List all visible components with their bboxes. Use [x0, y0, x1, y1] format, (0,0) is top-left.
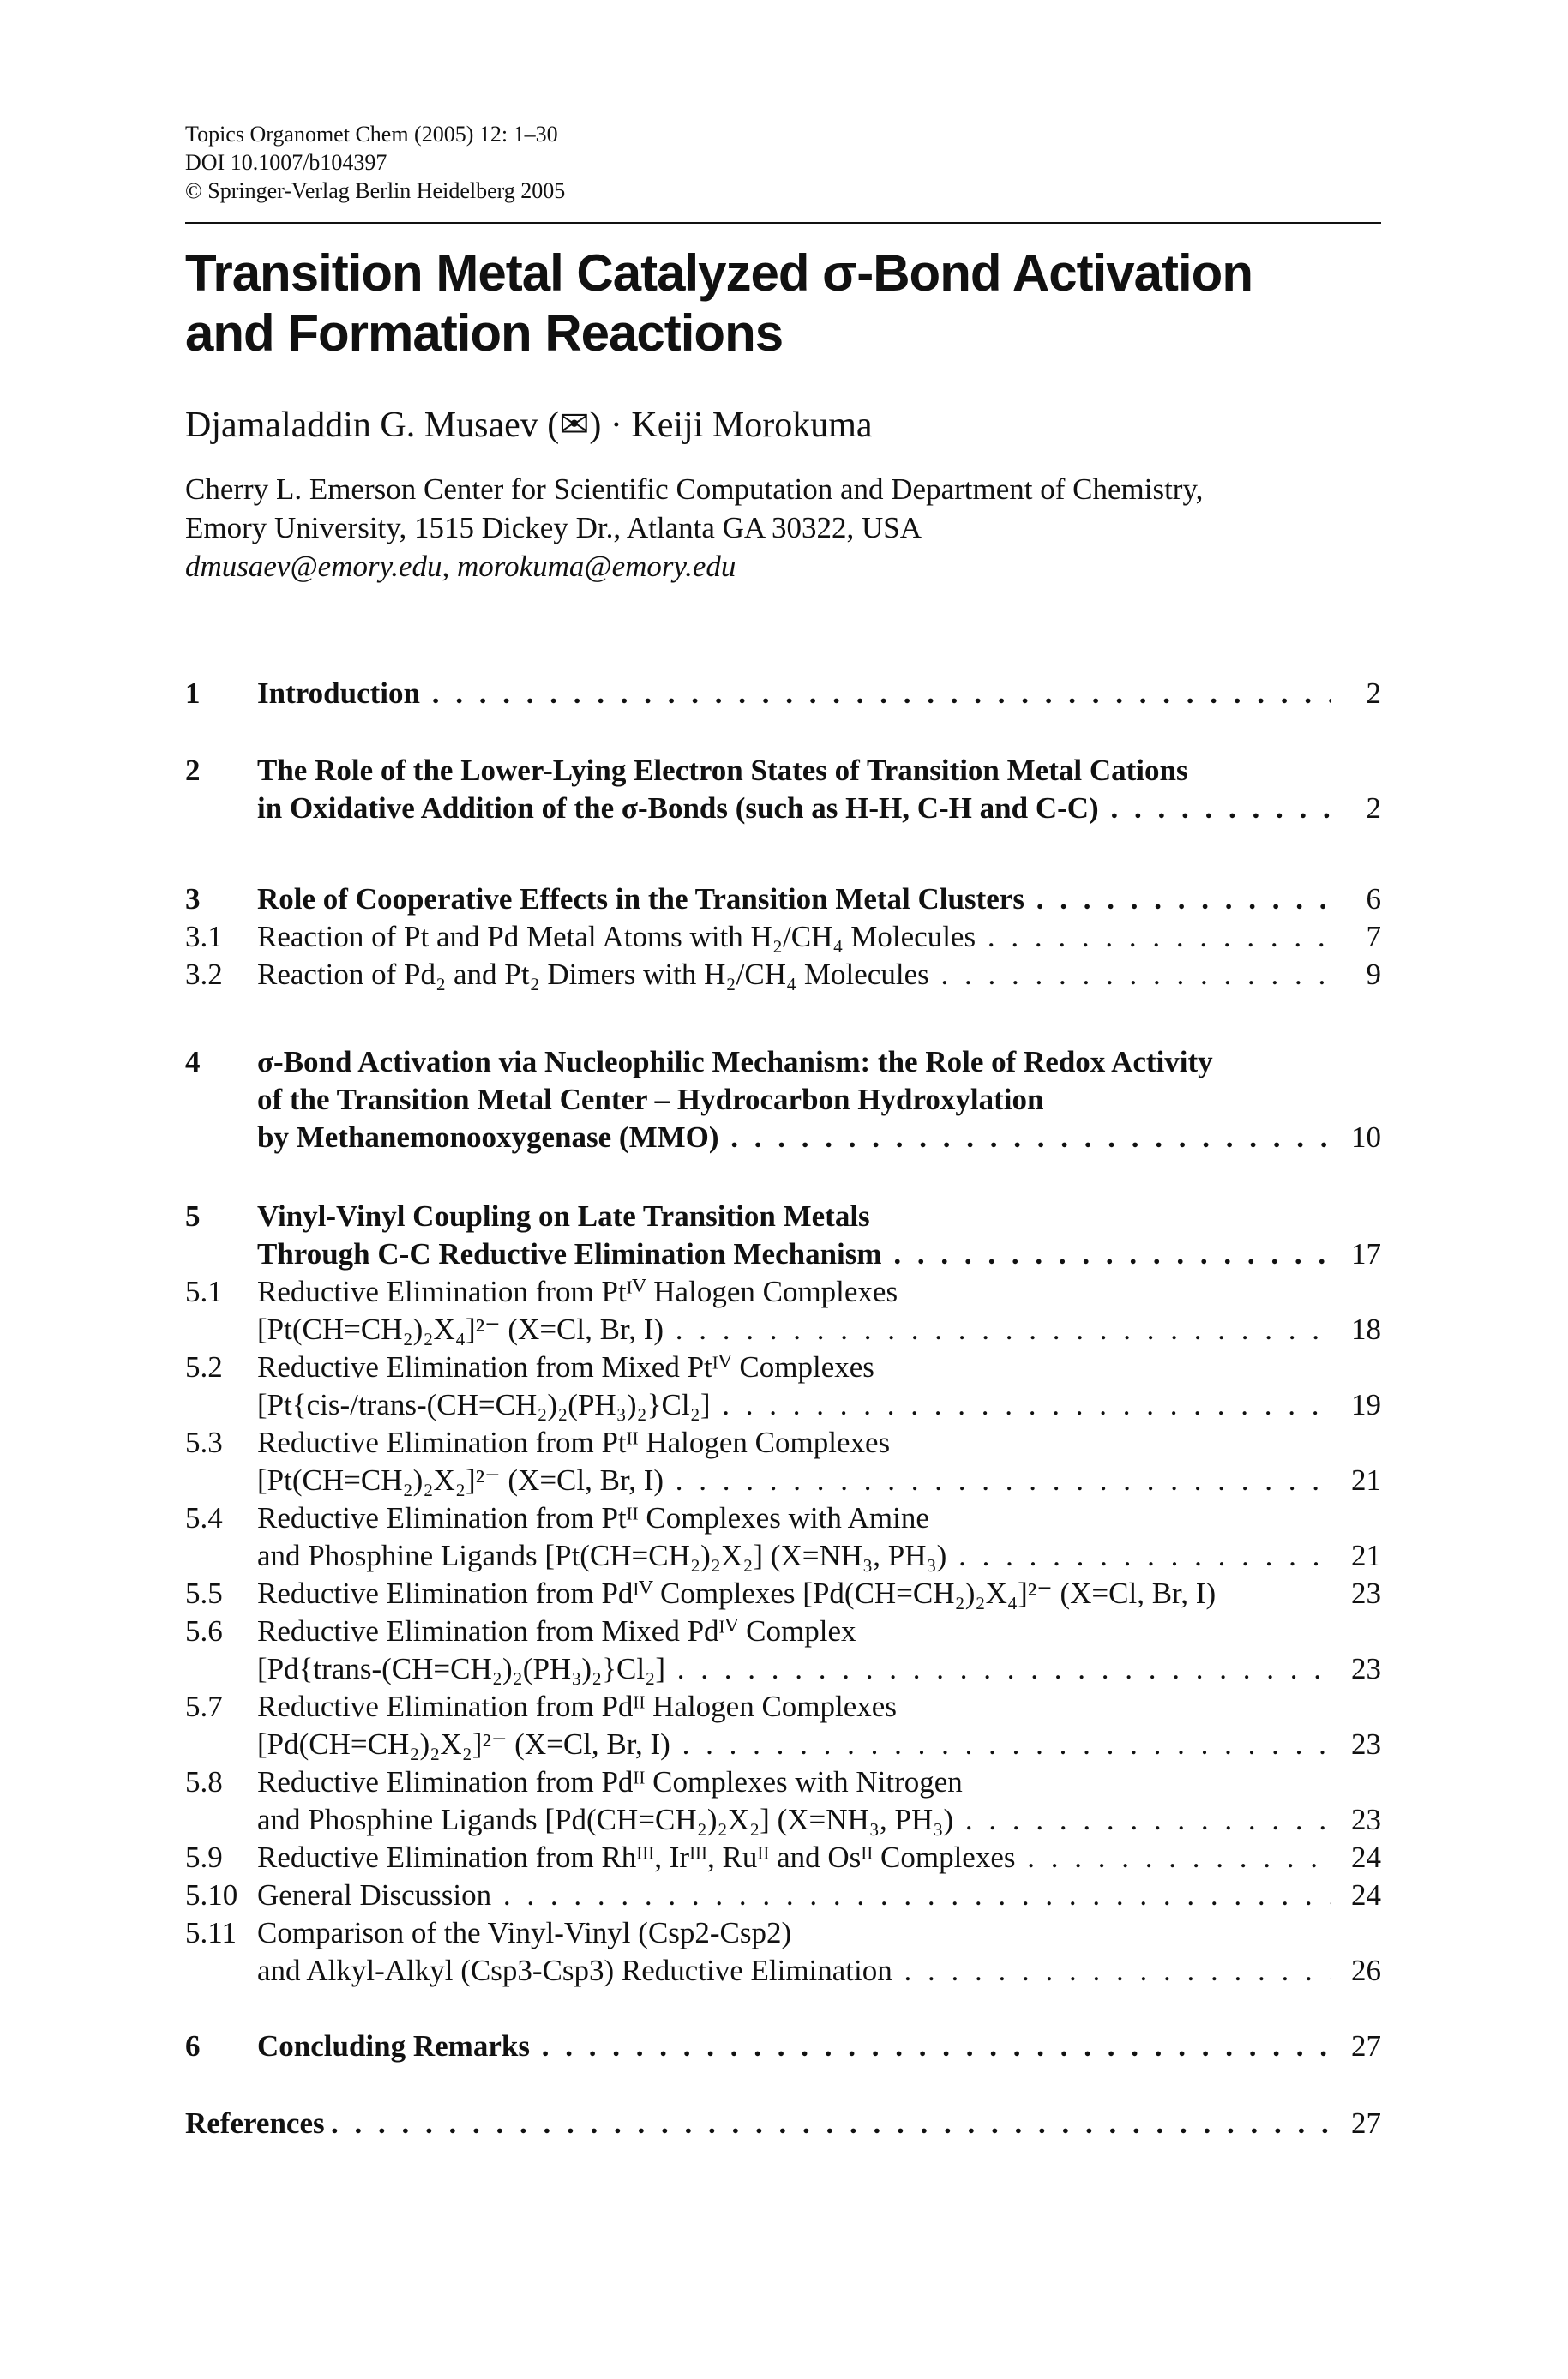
toc-entry-number: 6: [185, 2029, 201, 2063]
toc-entry-number: 3.2: [185, 958, 223, 991]
toc-entry: [185, 955, 1381, 994]
toc-entry-number: 5.7: [185, 1690, 223, 1723]
toc-entry-page: 6: [1366, 882, 1381, 916]
toc-entry-title: Through C-C Reductive Elimination Mechanism . . .: [257, 1235, 1331, 1273]
toc-entry: [185, 1272, 1381, 1311]
toc-entry-number: 3: [185, 882, 201, 916]
toc-entry-title: Reductive Elimination from Pdᴵᴵ Complexes with Nitrogen: [257, 1765, 963, 1799]
toc-entry: [185, 1536, 1381, 1575]
toc-entry: [185, 2104, 1381, 2142]
toc-entry: [185, 1763, 1381, 1801]
toc-entry: [185, 1612, 1381, 1650]
toc-entry-page: 19: [1351, 1388, 1381, 1421]
title-line-2: and Formation Reactions: [185, 304, 784, 362]
toc-entry: [185, 1574, 1381, 1613]
toc-entry: [185, 1725, 1381, 1763]
toc-entry-title: The Role of the Lower-Lying Electron States of Transition Metal Cations: [257, 754, 1188, 787]
toc-entry-page: 26: [1351, 1954, 1381, 1987]
journal-header: [185, 120, 565, 205]
toc-entry-title: [Pt(CH=CH₂)₂X₂]²⁻ (X=Cl, Br, I) . . .: [257, 1461, 1331, 1499]
toc-entry: [185, 1951, 1381, 1990]
toc-entry-number: 5.6: [185, 1614, 223, 1648]
toc-entry-page: 27: [1351, 2029, 1381, 2063]
toc-entry: [185, 2027, 1381, 2065]
toc-entry-title: General Discussion . . .: [257, 1876, 1331, 1914]
toc-entry: [185, 1800, 1381, 1839]
toc-entry-page: 21: [1351, 1463, 1381, 1497]
toc-entry-title: Reaction of Pd₂ and Pt₂ Dimers with H₂/CH₄ Molecules . . .: [257, 955, 1331, 994]
toc-entry-page: 21: [1351, 1539, 1381, 1572]
toc-entry-number: 5: [185, 1199, 201, 1233]
toc-entry-page: 23: [1351, 1577, 1381, 1610]
toc-entry: [185, 1118, 1381, 1156]
affiliation-line-1: Cherry L. Emerson Center for Scientific Computation and Department of Chemistry,: [185, 472, 1204, 506]
authors: Djamaladdin G. Musaev (✉) · Keiji Morokuma: [185, 406, 873, 445]
toc-entry: [185, 1197, 1381, 1235]
toc-entry-title: [Pt(CH=CH₂)₂X₄]²⁻ (X=Cl, Br, I) . . .: [257, 1310, 1331, 1349]
toc-entry-number: 1: [185, 676, 201, 710]
toc-entry-number: 5.4: [185, 1501, 223, 1535]
journal-citation: Topics Organomet Chem (2005) 12: 1–30: [185, 122, 558, 147]
toc-entry: [185, 1649, 1381, 1688]
toc-entry-page: 9: [1366, 958, 1381, 991]
toc-entry-page: 17: [1351, 1237, 1381, 1271]
toc-entry-title: Reaction of Pt and Pd Metal Atoms with H₂/CH₄ Molecules . . .: [257, 917, 1331, 956]
toc-entry-number: 5.8: [185, 1765, 223, 1799]
toc-entry-title: by Methanemonooxygenase (MMO) . . .: [257, 1118, 1331, 1156]
toc-entry: [185, 1348, 1381, 1386]
toc-entry-number: 3.1: [185, 920, 223, 953]
toc-entry: [185, 1876, 1381, 1914]
toc-entry: [185, 1385, 1381, 1424]
header-rule: [185, 222, 1381, 224]
toc-entry-title: [Pd(CH=CH₂)₂X₂]²⁻ (X=Cl, Br, I) . . .: [257, 1725, 1331, 1763]
toc-entry-number: 5.10: [185, 1878, 238, 1912]
toc-entry-page: 23: [1351, 1803, 1381, 1836]
toc-entry-page: 23: [1351, 1652, 1381, 1685]
toc-entry-title: Introduction . . .: [257, 674, 1331, 712]
toc-entry: [185, 917, 1381, 956]
toc-entry: [185, 1080, 1381, 1119]
toc-entry: [185, 1235, 1381, 1273]
toc-entry: [185, 751, 1381, 790]
toc-entry-title: σ-Bond Activation via Nucleophilic Mechanism: the Role of Redox Activity: [257, 1045, 1213, 1078]
doi: DOI 10.1007/b104397: [185, 150, 387, 175]
article-title: [185, 243, 1385, 363]
toc-entry: [185, 1687, 1381, 1726]
toc-entry-page: 10: [1351, 1120, 1381, 1154]
toc-entry-title: in Oxidative Addition of the σ-Bonds (such as H-H, C-H and C-C) . . .: [257, 789, 1331, 827]
toc-entry-title: and Phosphine Ligands [Pt(CH=CH₂)₂X₂] (X=NH₃, PH₃) . . .: [257, 1536, 1331, 1575]
toc-entry-title: Reductive Elimination from Mixed Pdᴵⱽ Complex: [257, 1614, 856, 1648]
toc-entry-page: 24: [1351, 1878, 1381, 1912]
toc-entry-number: 5.1: [185, 1275, 223, 1308]
toc-entry-title: Role of Cooperative Effects in the Transition Metal Clusters . . .: [257, 880, 1331, 918]
toc-entry-title: Vinyl-Vinyl Coupling on Late Transition Metals: [257, 1199, 870, 1233]
toc-entry-title: Reductive Elimination from Pdᴵⱽ Complexes [Pd(CH=CH₂)₂X₄]²⁻ (X=Cl, Br, I): [257, 1577, 1217, 1610]
toc-entry-title: Reductive Elimination from Mixed Ptᴵⱽ Complexes: [257, 1350, 874, 1384]
toc-entry-number: 5.5: [185, 1577, 223, 1610]
toc-entry-title: Concluding Remarks . . .: [257, 2027, 1331, 2065]
toc-entry-page: 2: [1366, 676, 1381, 710]
toc-entry: [185, 1499, 1381, 1537]
toc-entry-title: Reductive Elimination from Ptᴵᴵ Halogen Complexes: [257, 1426, 891, 1459]
toc-entry-title: [Pd{trans-(CH=CH₂)₂(PH₃)₂}Cl₂] . . .: [257, 1649, 1331, 1688]
toc-entry-number: 4: [185, 1045, 201, 1078]
toc-entry-page: 23: [1351, 1727, 1381, 1761]
toc-entry-page: 7: [1366, 920, 1381, 953]
toc-entry-title: [331, 2104, 1331, 2142]
toc-entry-title: Reductive Elimination from Ptᴵᴵ Complexes with Amine: [257, 1501, 929, 1535]
toc-entry-page: 24: [1351, 1841, 1381, 1874]
toc-entry-title: Reductive Elimination from Pdᴵᴵ Halogen Complexes: [257, 1690, 897, 1723]
toc-entry: [185, 1423, 1381, 1462]
toc-entry: [185, 1913, 1381, 1952]
toc-entry-number: 5.9: [185, 1841, 223, 1874]
affiliation: [185, 470, 1385, 586]
toc-entry-number: 5.2: [185, 1350, 223, 1384]
copyright: © Springer-Verlag Berlin Heidelberg 2005: [185, 178, 566, 203]
toc-entry: [185, 1042, 1381, 1081]
toc-entry: [185, 880, 1381, 918]
affiliation-line-2: Emory University, 1515 Dickey Dr., Atlanta GA 30322, USA: [185, 511, 922, 544]
author-emails: dmusaev@emory.edu, morokuma@emory.edu: [185, 550, 736, 583]
toc-entry-title: and Phosphine Ligands [Pd(CH=CH₂)₂X₂] (X=NH₃, PH₃) . . .: [257, 1800, 1331, 1839]
toc-entry-page: 18: [1351, 1313, 1381, 1346]
toc-entry: [185, 674, 1381, 712]
toc-entry: [185, 789, 1381, 827]
toc-entry-number: 5.11: [185, 1916, 237, 1949]
toc-entry-title: and Alkyl-Alkyl (Csp3-Csp3) Reductive Elimination . . .: [257, 1951, 1331, 1990]
toc-entry-number: References: [185, 2106, 325, 2140]
toc-entry-title: [Pt{cis-/trans-(CH=CH₂)₂(PH₃)₂}Cl₂] . . .: [257, 1385, 1331, 1424]
toc-entry: [185, 1310, 1381, 1349]
toc-entry-title: of the Transition Metal Center – Hydrocarbon Hydroxylation: [257, 1083, 1044, 1116]
toc-entry-title: Reductive Elimination from Rhᴵᴵᴵ, Irᴵᴵᴵ, Ruᴵᴵ and Osᴵᴵ Complexes . . .: [257, 1838, 1331, 1877]
toc-entry-page: 27: [1351, 2106, 1381, 2140]
toc-entry: [185, 1838, 1381, 1877]
title-line-1: Transition Metal Catalyzed σ-Bond Activation: [185, 244, 1253, 302]
toc-entry: [185, 1461, 1381, 1499]
toc-entry-title: Reductive Elimination from Ptᴵⱽ Halogen Complexes: [257, 1275, 898, 1308]
toc-entry-number: 2: [185, 754, 201, 787]
toc-entry-page: 2: [1366, 791, 1381, 825]
toc-entry-number: 5.3: [185, 1426, 223, 1459]
toc-entry-title: Comparison of the Vinyl-Vinyl (Csp2-Csp2): [257, 1916, 792, 1949]
